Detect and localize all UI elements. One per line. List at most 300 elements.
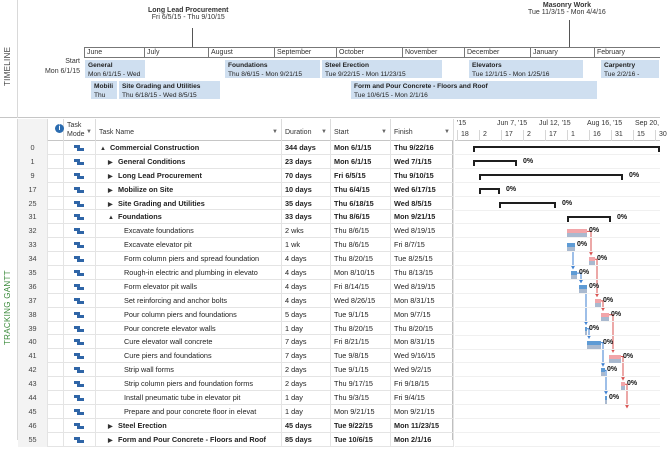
row-gridline (455, 376, 660, 377)
dependency-arrow (589, 252, 593, 255)
task-mode-cell[interactable] (64, 349, 96, 363)
task-name-cell[interactable] (96, 238, 282, 252)
start-cell[interactable]: Thu 9/3/15 (331, 391, 391, 405)
start-cell[interactable]: Tue 9/1/15 (331, 308, 391, 322)
task-name: Rough-in electric and plumbing in elevato (124, 268, 258, 278)
table-row[interactable] (18, 308, 454, 322)
task-name-cell[interactable] (96, 322, 282, 336)
timeline-month: October (336, 48, 364, 58)
start-column-header[interactable]: Start ▼ (331, 119, 391, 141)
collapse-icon[interactable]: ▲ (100, 146, 106, 152)
task-mode-cell[interactable] (64, 322, 96, 336)
task-name-cell[interactable] (96, 210, 282, 224)
duration-cell[interactable]: 1 day (282, 405, 331, 419)
table-row[interactable] (18, 183, 454, 197)
table-row[interactable] (18, 363, 454, 377)
timeline-milestone-long-lead[interactable] (148, 7, 229, 21)
finish-cell[interactable]: Fri 9/18/15 (391, 377, 454, 391)
task-mode-cell[interactable] (64, 335, 96, 349)
task-mode-cell[interactable] (64, 266, 96, 280)
indicator-cell (48, 322, 64, 336)
finish-cell[interactable]: Wed 8/5/15 (391, 197, 454, 211)
auto-schedule-icon (74, 228, 84, 234)
task-mode-cell[interactable] (64, 419, 96, 433)
finish-cell[interactable]: Thu 9/22/16 (391, 141, 454, 155)
finish-cell[interactable]: Mon 2/1/16 (391, 433, 454, 447)
finish-cell[interactable]: Wed 8/19/15 (391, 224, 454, 238)
table-row[interactable] (18, 377, 454, 391)
expand-icon[interactable]: ▶ (108, 159, 113, 166)
task-mode-cell[interactable] (64, 224, 96, 238)
critical-task-bar[interactable] (595, 299, 601, 303)
start-cell[interactable]: Thu 6/4/15 (331, 183, 391, 197)
timescale-bottom-label: 2 (527, 131, 531, 138)
row-id[interactable]: 1 (18, 155, 48, 169)
indicator-cell (48, 363, 64, 377)
chevron-down-icon[interactable]: ▼ (381, 129, 387, 135)
duration-cell[interactable]: 23 days (282, 155, 331, 169)
auto-schedule-icon (74, 312, 84, 318)
table-row[interactable] (18, 349, 454, 363)
row-id[interactable]: 37 (18, 294, 48, 308)
task-mode-cell[interactable] (64, 405, 96, 419)
row-id[interactable]: 31 (18, 210, 48, 224)
chevron-down-icon[interactable]: ▼ (86, 129, 92, 135)
row-gridline (455, 418, 660, 419)
task-name-cell[interactable] (96, 280, 282, 294)
task-name: Steel Erection (118, 420, 167, 430)
task-name: Form column piers and spread foundation (124, 254, 260, 264)
table-row[interactable] (18, 266, 454, 280)
expand-icon[interactable]: ▶ (108, 187, 113, 194)
timescale-divider (523, 130, 524, 141)
dependency-arrow (587, 336, 591, 339)
start-cell[interactable]: Mon 9/21/15 (331, 405, 391, 419)
auto-schedule-icon (74, 173, 84, 179)
table-row[interactable] (18, 141, 454, 155)
table-row[interactable] (18, 322, 454, 336)
expand-icon[interactable]: ▶ (108, 437, 113, 444)
timeline-month: December (464, 48, 499, 58)
task-name-cell[interactable] (96, 433, 282, 447)
task-name-column-header[interactable]: Task Name ▼ (96, 119, 282, 141)
finish-cell[interactable]: Mon 9/7/15 (391, 308, 454, 322)
start-cell[interactable]: Wed 8/26/15 (331, 294, 391, 308)
task-name-cell[interactable] (96, 224, 282, 238)
start-cell[interactable]: Fri 8/21/15 (331, 335, 391, 349)
row-gridline (455, 168, 660, 169)
table-row[interactable] (18, 224, 454, 238)
task-rows (18, 141, 454, 447)
percent-complete-label: 0% (577, 241, 588, 249)
table-row[interactable] (18, 419, 454, 433)
duration-cell[interactable]: 85 days (282, 433, 331, 447)
auto-schedule-icon (74, 395, 84, 401)
start-cell[interactable]: Thu 8/6/15 (331, 210, 391, 224)
task-name-cell[interactable] (96, 141, 282, 155)
start-cell[interactable]: Thu 9/17/15 (331, 377, 391, 391)
summary-bar[interactable] (473, 160, 517, 166)
start-cell[interactable]: Tue 9/8/15 (331, 349, 391, 363)
finish-cell[interactable]: Wed 7/1/15 (391, 155, 454, 169)
duration-cell[interactable]: 1 day (282, 322, 331, 336)
table-row[interactable] (18, 280, 454, 294)
task-name: Excavate foundations (124, 226, 194, 236)
summary-bar[interactable] (567, 216, 611, 222)
chevron-down-icon[interactable]: ▼ (444, 129, 450, 135)
row-id[interactable]: 55 (18, 433, 48, 447)
duration-column-header[interactable]: Duration ▼ (282, 119, 331, 141)
chevron-down-icon[interactable]: ▼ (272, 129, 278, 135)
indicator-cell (48, 294, 64, 308)
row-id[interactable]: 39 (18, 322, 48, 336)
row-id[interactable]: 38 (18, 308, 48, 322)
finish-cell[interactable]: Thu 9/10/15 (391, 169, 454, 183)
timeline-month: August (208, 48, 233, 58)
duration-cell[interactable]: 2 days (282, 377, 331, 391)
percent-complete-label: 0% (506, 185, 517, 193)
finish-cell[interactable]: Thu 8/13/15 (391, 266, 454, 280)
timescale-bottom-label: 30 (659, 131, 667, 138)
task-name: Form elevator pit walls (124, 281, 197, 291)
percent-complete-label: 0% (603, 338, 614, 346)
timeline-bar-site-grading[interactable]: Site Grading and Utilities Thu 6/18/15 - Wed 8/5/15 (118, 80, 221, 100)
timeline-month: January (530, 48, 558, 58)
task-name-cell[interactable] (96, 183, 282, 197)
timeline-callout-line (192, 28, 193, 48)
task-name-cell[interactable] (96, 252, 282, 266)
duration-cell[interactable]: 70 days (282, 169, 331, 183)
row-id[interactable]: 36 (18, 280, 48, 294)
expand-icon[interactable]: ▶ (108, 173, 113, 180)
row-gridline (455, 432, 660, 433)
auto-schedule-icon (74, 409, 84, 415)
duration-cell[interactable]: 2 wks (282, 224, 331, 238)
critical-task-bar[interactable] (601, 313, 609, 317)
task-name-cell[interactable] (96, 294, 282, 308)
start-cell[interactable]: Tue 9/22/15 (331, 419, 391, 433)
row-gridline (455, 307, 660, 308)
timeline-bar-general[interactable]: General Mon 6/1/15 - Wed (84, 59, 146, 79)
dependency-arrow (601, 308, 605, 311)
row-gridline (455, 335, 660, 336)
start-cell[interactable]: Thu 8/20/15 (331, 252, 391, 266)
task-name-cell[interactable] (96, 405, 282, 419)
duration-cell[interactable]: 10 days (282, 183, 331, 197)
timescale-top-label: Sep 20, (635, 120, 660, 127)
expand-icon[interactable]: ▶ (108, 423, 113, 430)
row-gridline (455, 210, 660, 211)
task-name-cell[interactable] (96, 197, 282, 211)
timeline-bar-mobilize[interactable]: Mobili Thu (90, 80, 118, 100)
timescale-bottom-label: 1 (571, 131, 575, 138)
task-name: Mobilize on Site (118, 184, 174, 194)
critical-task-bar[interactable] (621, 382, 625, 386)
row-id[interactable]: 45 (18, 405, 48, 419)
finish-cell[interactable]: Mon 9/21/15 (391, 405, 454, 419)
task-bar[interactable] (571, 271, 577, 275)
row-id[interactable]: 40 (18, 335, 48, 349)
gantt-chart[interactable] (455, 119, 667, 440)
task-mode-cell[interactable] (64, 308, 96, 322)
table-row[interactable] (18, 252, 454, 266)
table-row[interactable] (18, 335, 454, 349)
baseline-bar (595, 303, 601, 307)
timescale-top-label: Aug 16, '15 (587, 120, 623, 127)
row-id[interactable]: 33 (18, 238, 48, 252)
duration-cell[interactable]: 2 days (282, 363, 331, 377)
table-row[interactable] (18, 294, 454, 308)
row-id[interactable]: 34 (18, 252, 48, 266)
row-id[interactable]: 9 (18, 169, 48, 183)
auto-schedule-icon (74, 326, 84, 332)
finish-cell[interactable]: Tue 8/25/15 (391, 252, 454, 266)
row-id[interactable]: 35 (18, 266, 48, 280)
duration-cell[interactable]: 7 days (282, 335, 331, 349)
duration-cell[interactable]: 45 days (282, 419, 331, 433)
task-name-cell[interactable] (96, 391, 282, 405)
indicator-cell (48, 155, 64, 169)
row-gridline (455, 196, 660, 197)
indicator-cell (48, 183, 64, 197)
task-name: Strip wall forms (124, 365, 174, 375)
milestone-dates: Fri 6/5/15 - Thu 9/10/15 (151, 14, 225, 21)
timescale-divider (611, 130, 612, 141)
baseline-bar (571, 275, 577, 279)
task-name: Pour concrete elevator walls (124, 323, 216, 333)
table-row[interactable] (18, 433, 454, 447)
collapse-icon[interactable]: ▲ (108, 215, 114, 222)
timeline-month: July (144, 48, 159, 58)
task-name: Cure piers and foundations (124, 351, 212, 361)
task-mode-cell[interactable] (64, 377, 96, 391)
task-bar[interactable] (605, 396, 607, 400)
task-name-cell[interactable] (96, 308, 282, 322)
timescale-bottom-label: 16 (593, 131, 601, 138)
percent-complete-label: 0% (597, 255, 608, 263)
summary-bar[interactable] (479, 188, 500, 194)
task-sheet[interactable] (18, 119, 454, 444)
timeline-side-label: TIMELINE (0, 0, 18, 118)
task-mode-cell[interactable] (64, 141, 96, 155)
auto-schedule-icon (74, 159, 84, 165)
duration-cell[interactable]: 4 days (282, 294, 331, 308)
row-gridline (455, 446, 660, 447)
timescale-divider (479, 130, 480, 141)
task-mode-cell[interactable] (64, 155, 96, 169)
dependency-arrow (601, 363, 605, 366)
chevron-down-icon[interactable]: ▼ (321, 129, 327, 135)
task-mode-cell[interactable] (64, 238, 96, 252)
task-mode-cell[interactable] (64, 280, 96, 294)
indicator-cell (48, 266, 64, 280)
task-mode-cell[interactable] (64, 294, 96, 308)
table-row[interactable] (18, 405, 454, 419)
dependency-arrow (571, 266, 575, 269)
summary-bar[interactable] (473, 146, 660, 152)
finish-cell[interactable]: Wed 8/19/15 (391, 280, 454, 294)
task-name: Long Lead Procurement (118, 170, 202, 180)
baseline-bar (601, 372, 605, 376)
task-bar[interactable] (567, 243, 575, 247)
row-id[interactable]: 44 (18, 391, 48, 405)
indicator-cell (48, 197, 64, 211)
task-name-cell[interactable] (96, 335, 282, 349)
task-mode-cell[interactable] (64, 210, 96, 224)
indicators-column-header[interactable] (48, 119, 64, 141)
task-name-cell[interactable] (96, 363, 282, 377)
summary-bar[interactable] (499, 202, 556, 208)
indicator-cell (48, 349, 64, 363)
critical-task-bar[interactable] (567, 229, 587, 233)
select-all-cell[interactable] (18, 119, 48, 141)
row-id[interactable]: 25 (18, 197, 48, 211)
table-row[interactable] (18, 169, 454, 183)
duration-cell[interactable]: 5 days (282, 308, 331, 322)
timescale-bottom-label: 2 (483, 131, 487, 138)
task-name-cell[interactable] (96, 419, 282, 433)
indicator-cell (48, 391, 64, 405)
start-cell[interactable]: Thu 8/6/15 (331, 224, 391, 238)
duration-cell[interactable]: 1 wk (282, 238, 331, 252)
task-mode-cell[interactable] (64, 433, 96, 447)
dependency-arrow (625, 405, 629, 408)
auto-schedule-icon (74, 214, 84, 220)
task-bar[interactable] (601, 368, 605, 372)
task-mode-cell[interactable] (64, 363, 96, 377)
critical-task-bar[interactable] (589, 257, 595, 261)
table-row[interactable] (18, 391, 454, 405)
finish-column-header[interactable]: Finish ▼ (391, 119, 454, 141)
timeline-pane[interactable] (0, 0, 660, 118)
table-row[interactable] (18, 155, 454, 169)
start-cell[interactable]: Thu 8/6/15 (331, 238, 391, 252)
finish-cell[interactable]: Mon 11/23/15 (391, 419, 454, 433)
row-gridline (455, 154, 660, 155)
critical-task-bar[interactable] (609, 355, 621, 359)
task-bar[interactable] (579, 285, 587, 289)
timeline-axis (84, 47, 660, 58)
task-name-cell[interactable] (96, 377, 282, 391)
task-mode-column-header[interactable]: Task Mode ▼ (64, 119, 96, 141)
percent-complete-label: 0% (579, 269, 590, 277)
row-gridline (455, 265, 660, 266)
start-cell[interactable]: Fri 8/14/15 (331, 280, 391, 294)
finish-cell[interactable]: Fri 9/4/15 (391, 391, 454, 405)
table-row[interactable] (18, 238, 454, 252)
row-gridline (455, 404, 660, 405)
sheet-header (18, 119, 454, 141)
percent-complete-label: 0% (562, 199, 573, 207)
row-id[interactable]: 41 (18, 349, 48, 363)
finish-cell[interactable]: Wed 9/2/15 (391, 363, 454, 377)
finish-cell[interactable]: Mon 9/21/15 (391, 210, 454, 224)
finish-cell[interactable]: Mon 8/31/15 (391, 294, 454, 308)
finish-cell[interactable]: Mon 8/31/15 (391, 335, 454, 349)
task-mode-cell[interactable] (64, 391, 96, 405)
auto-schedule-icon (74, 187, 84, 193)
row-id[interactable]: 17 (18, 183, 48, 197)
indicator-cell (48, 141, 64, 155)
duration-cell[interactable]: 35 days (282, 197, 331, 211)
finish-cell[interactable]: Wed 9/16/15 (391, 349, 454, 363)
auto-schedule-icon (74, 242, 84, 248)
task-bar[interactable] (585, 327, 587, 331)
timescale-divider (567, 130, 568, 141)
baseline-bar (567, 233, 587, 237)
timeline-bar-form-pour[interactable]: Form and Pour Concrete - Floors and Roof Tue 10/6/15 - Mon 2/1/16 (350, 80, 598, 100)
timeline-month: February (594, 48, 625, 58)
start-cell[interactable]: Tue 10/6/15 (331, 433, 391, 447)
row-id[interactable]: 0 (18, 141, 48, 155)
timeline-bar-steel-erection[interactable]: Steel Erection Tue 9/22/15 - Mon 11/23/15 (321, 59, 443, 79)
baseline-bar (587, 345, 601, 349)
table-row[interactable] (18, 210, 454, 224)
task-name-cell[interactable] (96, 169, 282, 183)
task-name-cell[interactable] (96, 266, 282, 280)
task-mode-cell[interactable] (64, 183, 96, 197)
task-bar[interactable] (587, 341, 601, 345)
duration-cell[interactable]: 4 days (282, 280, 331, 294)
timescale-bottom-label: 17 (549, 131, 557, 138)
duration-cell[interactable]: 4 days (282, 252, 331, 266)
auto-schedule-icon (74, 201, 84, 207)
dependency-arrow (604, 391, 608, 394)
task-name: Commercial Construction (110, 143, 200, 152)
task-mode-cell[interactable] (64, 197, 96, 211)
percent-complete-label: 0% (589, 324, 600, 332)
expand-icon[interactable]: ▶ (108, 201, 113, 208)
start-cell[interactable]: Fri 6/5/15 (331, 169, 391, 183)
row-id[interactable]: 42 (18, 363, 48, 377)
task-name-cell[interactable] (96, 349, 282, 363)
task-mode-cell[interactable] (64, 252, 96, 266)
task-name: Strip column piers and foundation forms (124, 379, 253, 389)
start-cell[interactable]: Mon 6/1/15 (331, 155, 391, 169)
row-id[interactable]: 32 (18, 224, 48, 238)
auto-schedule-icon (74, 381, 84, 387)
gantt-timescale (455, 119, 667, 141)
start-cell[interactable]: Tue 9/1/15 (331, 363, 391, 377)
table-row[interactable] (18, 197, 454, 211)
duration-cell[interactable]: 33 days (282, 210, 331, 224)
duration-cell[interactable]: 344 days (282, 141, 331, 155)
timeline-milestone-masonry[interactable] (528, 2, 606, 16)
finish-cell[interactable]: Thu 8/20/15 (391, 322, 454, 336)
row-gridline (455, 349, 660, 350)
task-name-cell[interactable] (96, 155, 282, 169)
start-cell[interactable]: Thu 8/20/15 (331, 322, 391, 336)
timeline-bar-elevators[interactable]: Elevators Tue 12/1/15 - Mon 1/25/16 (468, 59, 584, 79)
start-cell[interactable]: Mon 6/1/15 (331, 141, 391, 155)
finish-cell[interactable]: Wed 6/17/15 (391, 183, 454, 197)
task-mode-cell[interactable] (64, 169, 96, 183)
start-cell[interactable]: Thu 6/18/15 (331, 197, 391, 211)
timescale-top-label: Jul 12, '15 (539, 120, 571, 127)
timeline-bar-carpentry[interactable]: Carpentry Tue 2/2/16 - (600, 59, 660, 79)
duration-cell[interactable]: 7 days (282, 349, 331, 363)
duration-cell[interactable]: 4 days (282, 266, 331, 280)
row-id[interactable]: 46 (18, 419, 48, 433)
task-name: General Conditions (118, 156, 186, 166)
row-id[interactable]: 43 (18, 377, 48, 391)
timescale-top-label: '15 (457, 120, 467, 127)
finish-cell[interactable]: Fri 8/7/15 (391, 238, 454, 252)
timeline-bar-foundations[interactable]: Foundations Thu 8/6/15 - Mon 9/21/15 (224, 59, 321, 79)
start-cell[interactable]: Mon 8/10/15 (331, 266, 391, 280)
summary-bar[interactable] (479, 174, 623, 180)
duration-cell[interactable]: 1 day (282, 391, 331, 405)
